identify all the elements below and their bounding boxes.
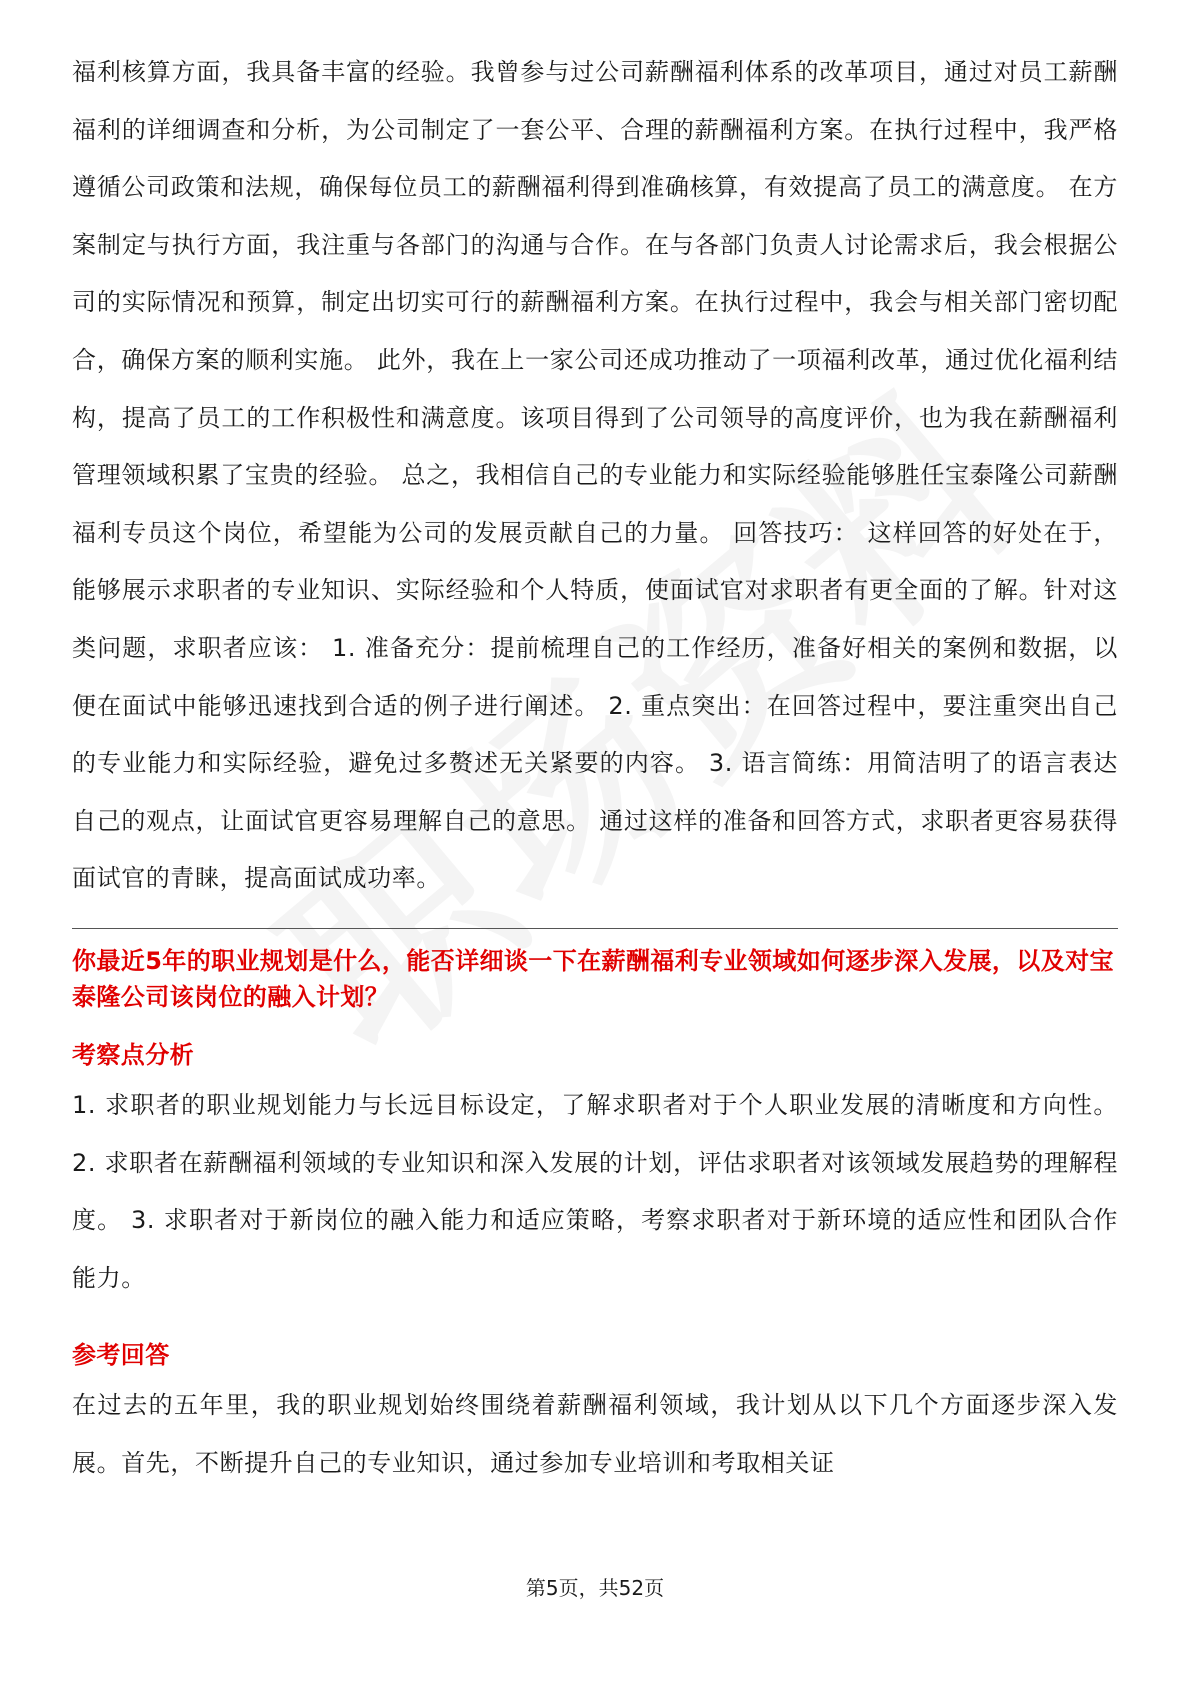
answer-continuation-text: 福利核算方面，我具备丰富的经验。我曾参与过公司薪酬福利体系的改革项目，通过对员工薪酬福利的详细调查和分析，为公司制定了一套公平、合理的薪酬福利方案。在执行过程中，我严格遵循公司政策和法规，确保每位员工的薪酬福利得到准确核算，有效提高了员工的满意度。 在方案制定与执行方面，我注重与各部门的沟通与合作。在与各部门负责人讨论需求后，我会根据公司的实际情况和预算，制定出切实可行的薪酬福利方案。在执行过程中，我会与相关部门密切配合，确保方案的顺利实施。 此外，我在上一家公司还成功推动了一项福利改革，通过优化福利结构，提高了员工的工作积极性和满意度。该项目得到了公司领导的高度评价，也为我在薪酬福利管理领域积累了宝贵的经验。 总之，我相信自己的专业能力和实际经验能够胜任宝泰隆公司薪酬福利专员这个岗位，希望能为公司的发展贡献自己的力量。 回答技巧： 这样回答的好处在于，能够展示求职者的专业知识、实际经验和个人特质，使面试官对求职者有更全面的了解。针对这类问题，求职者应该： 1. 准备充分：提前梳理自己的工作经历，准备好相关的案例和数据，以便在面试中能够迅速找到合适的例子进行阐述。 2. 重点突出：在回答过程中，要注重突出自己的专业能力和实际经验，避免过多赘述无关紧要的内容。 3. 语言简练：用简洁明了的语言表达自己的观点，让面试官更容易理解自己的意思。 通过这样的准备和回答方式，求职者更容易获得面试官的青睐，提高面试成功率。: [72, 58, 1118, 893]
page-content: [72, 44, 1118, 1492]
analysis-text: 1. 求职者的职业规划能力与长远目标设定，了解求职者对于个人职业发展的清晰度和方向性。 2. 求职者在薪酬福利领域的专业知识和深入发展的计划，评估求职者对该领域发展趋势的理解程度。 3. 求职者对于新岗位的融入能力和适应策略，考察求职者对于新环境的适应性和团队合作能力。: [72, 1090, 1118, 1292]
interview-question: 你最近5年的职业规划是什么，能否详细谈一下在薪酬福利专业领域如何逐步深入发展，以及对宝泰隆公司该岗位的融入计划？: [72, 946, 1114, 1011]
analysis-heading: 考察点分析: [72, 1040, 194, 1069]
reference-answer-text: 在过去的五年里，我的职业规划始终围绕着薪酬福利领域，我计划从以下几个方面逐步深入发展。首先，不断提升自己的专业知识，通过参加专业培训和考取相关证: [72, 1391, 1118, 1477]
page-number-footer: 第5页，共52页: [525, 1576, 665, 1600]
reference-answer-heading: 参考回答: [72, 1341, 170, 1370]
section-divider: [72, 928, 1118, 929]
